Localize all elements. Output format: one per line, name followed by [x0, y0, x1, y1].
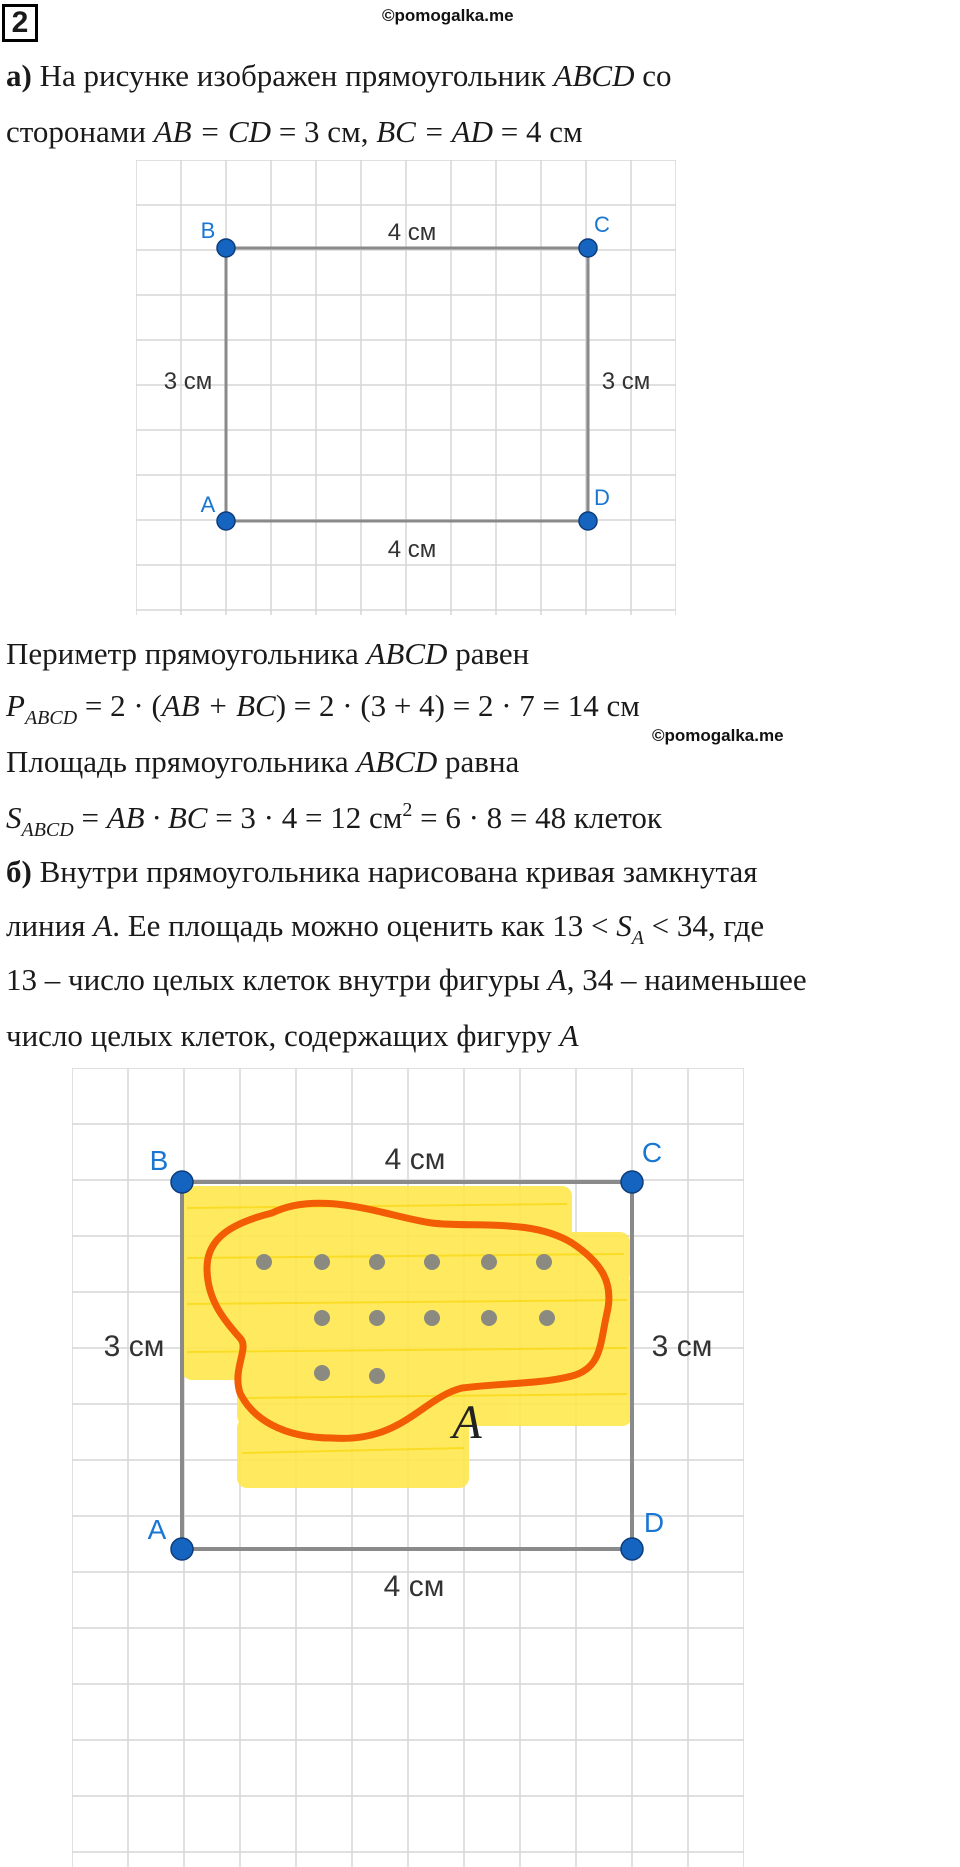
point-d	[579, 512, 597, 530]
math-p: P	[6, 688, 25, 723]
highlighter-fill	[182, 1186, 632, 1488]
math-s: S	[6, 800, 22, 835]
dot	[369, 1368, 385, 1384]
point-b	[217, 239, 235, 257]
text: = 6 · 8 = 48 клеток	[412, 800, 662, 835]
math-s: S	[616, 908, 632, 943]
label-b: B	[149, 1145, 169, 1176]
dot	[369, 1254, 385, 1270]
dot	[314, 1365, 330, 1381]
text: . Ее площадь можно оценить как 13 <	[112, 908, 617, 943]
text: линия	[6, 908, 94, 943]
text: Площадь прямоугольника	[6, 744, 357, 779]
text: число целых клеток, содержащих фигуру	[6, 1018, 560, 1053]
label-c: C	[641, 1137, 663, 1168]
point-b	[171, 1171, 193, 1193]
dot	[369, 1310, 385, 1326]
part-b-line2	[6, 906, 765, 949]
text: равен	[447, 636, 530, 671]
math-a: A	[559, 1018, 579, 1053]
text: равна	[437, 744, 520, 779]
point-c	[621, 1171, 643, 1193]
text: = 3 · 4 = 12 см	[207, 800, 403, 835]
point-c	[579, 239, 597, 257]
label-a: A	[147, 1514, 167, 1545]
area-formula	[6, 798, 662, 841]
dot	[539, 1310, 555, 1326]
perimeter-formula	[6, 686, 640, 729]
math-abcd: ABCD	[553, 58, 635, 93]
dot	[424, 1254, 440, 1270]
dot	[536, 1254, 552, 1270]
shape-label-a: A	[452, 1396, 482, 1449]
label-d: D	[594, 485, 610, 510]
math-eq2: BC = AD	[376, 114, 493, 149]
text: 13 – число целых клеток внутри фигуры	[6, 962, 548, 997]
math-eq1: AB = CD	[153, 114, 272, 149]
math-ab-bc: AB + BC	[161, 688, 276, 723]
text: = 4 см	[492, 114, 583, 149]
text: , 34 – наименьшее	[566, 962, 807, 997]
part-a-line1	[6, 56, 671, 96]
dot	[314, 1310, 330, 1326]
math-a: A	[93, 908, 113, 943]
label-c: C	[594, 212, 610, 237]
point-d	[621, 1538, 643, 1560]
text: = 2 · (	[77, 688, 162, 723]
text: Внутри прямоугольника нарисована кривая замкнутая	[31, 854, 758, 889]
watermark-top: ©pomogalka.me	[382, 6, 514, 25]
dot	[256, 1254, 272, 1270]
area-intro	[6, 742, 519, 782]
part-b-line4	[6, 1016, 579, 1056]
math-abcd: ABCD	[356, 744, 438, 779]
text: со	[634, 58, 672, 93]
text: сторонами	[6, 114, 154, 149]
side-right-label: 3 см	[601, 368, 651, 395]
side-bottom-label: 4 см	[383, 1570, 445, 1603]
label-d: D	[643, 1507, 665, 1538]
math-sup: 2	[402, 799, 413, 821]
label-b: B	[200, 218, 216, 243]
part-b-line3	[6, 960, 807, 1000]
text: ) = 2 · (3 + 4) = 2 · 7 = 14 см	[275, 688, 640, 723]
side-top-label: 4 см	[387, 219, 437, 246]
math-sub: ABCD	[24, 707, 78, 729]
text: =	[73, 800, 107, 835]
math-a: A	[547, 962, 567, 997]
text: Периметр прямоугольника	[6, 636, 367, 671]
side-left-label: 3 см	[103, 1330, 165, 1363]
text: < 34, где	[643, 908, 765, 943]
math-ab-bc: AB · BC	[106, 800, 208, 835]
point-a	[171, 1538, 193, 1560]
part-a-line2	[6, 112, 583, 152]
dot	[424, 1310, 440, 1326]
side-bottom-label: 4 см	[387, 536, 437, 563]
watermark-middle: ©pomogalka.me	[652, 726, 784, 745]
math-sub: A	[631, 927, 644, 949]
part-b-line1	[6, 852, 757, 892]
side-left-label: 3 см	[163, 368, 213, 395]
side-top-label: 4 см	[384, 1143, 446, 1176]
dot	[314, 1254, 330, 1270]
dot	[481, 1310, 497, 1326]
part-a-label: а)	[6, 58, 32, 93]
side-right-label: 3 см	[651, 1330, 713, 1363]
rectangle-figure-2	[72, 1068, 744, 1867]
dot	[481, 1254, 497, 1270]
task-number: 2	[2, 4, 38, 42]
math-sub: ABCD	[21, 819, 74, 841]
perimeter-intro	[6, 634, 529, 674]
label-a: A	[200, 492, 216, 517]
text: = 3 см,	[271, 114, 377, 149]
point-a	[217, 512, 235, 530]
rectangle-figure-1	[136, 160, 676, 615]
text: На рисунке изображен прямоугольник	[39, 58, 554, 93]
math-abcd: ABCD	[366, 636, 448, 671]
part-b-label: б)	[6, 854, 32, 889]
